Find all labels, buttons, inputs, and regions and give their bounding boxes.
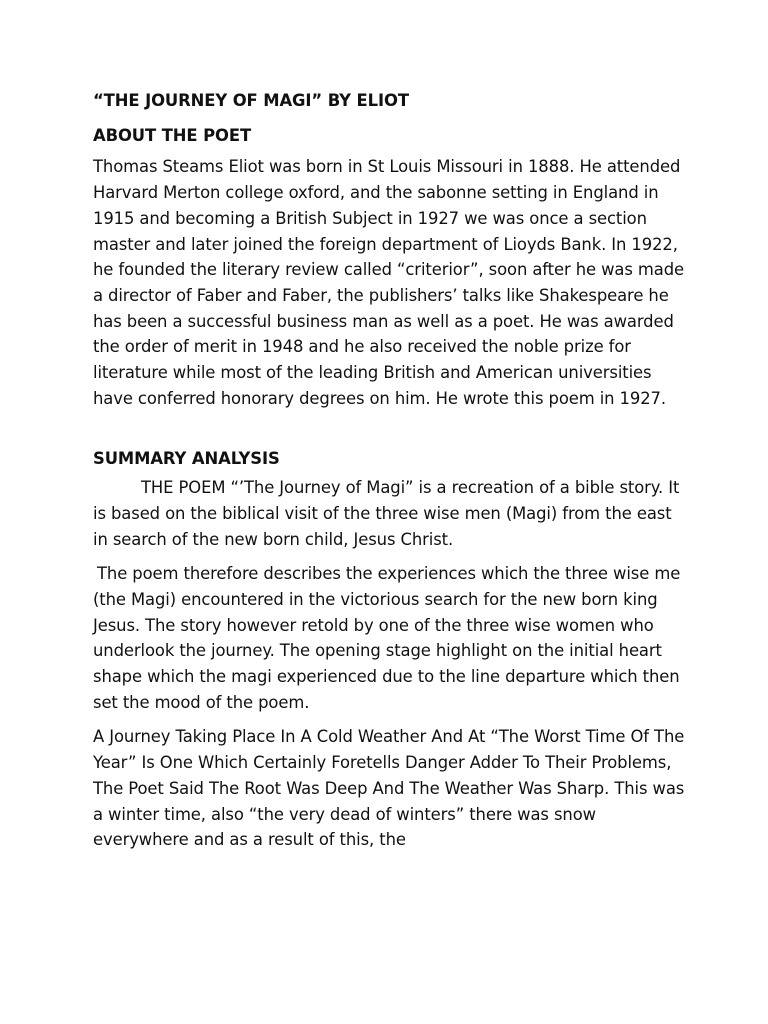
summary-paragraph-3: A Journey Taking Place In A Cold Weather And At “The Worst Time Of The Year” Is One Which Certainly Foretells Danger Adder To Their Problems, The Poet Said The Root Was Deep And The Weather Was Sharp. This was a winter time, also “the very dead of winters” there was snow everywhere and as a result of this, the xyxy=(93,727,685,850)
summary-paragraph-2: The poem therefore describes the experiences which the three wise me (the Magi) encountered in the victorious search for the new born king Jesus. The story however retold by one of the three wise women who underlook the journey. The opening stage highlight on the initial heart shape which the magi experienced due to the line departure which then set the mood of the poem. xyxy=(93,564,681,712)
about-paragraph: Thomas Steams Eliot was born in St Louis Missouri in 1888. He attended Harvard Merton college oxford, and the sabonne setting in England in 1915 and becoming a British Subject in 1927 we was once a section master and later joined the foreign department of Lioyds Bank. In 1922, he founded the literary review called “criterior”, soon after he was made a director of Faber and Faber, the publishers’ talks like Shakespeare he has been a successful business man as well as a poet. He was awarded the order of merit in 1948 and he also received the noble prize for literature while most of the leading British and American universities have conferred honorary degrees on him. He wrote this poem in 1927. xyxy=(93,157,685,408)
document-body xyxy=(93,88,685,853)
summary-paragraph-1: THE POEM “’The Journey of Magi” is a recreation of a bible story. It is based on the biblical visit of the three wise men (Magi) from the east in search of the new born child, Jesus Christ. xyxy=(93,478,680,549)
about-heading: ABOUT THE POET xyxy=(93,125,252,145)
summary-heading: SUMMARY ANALYSIS xyxy=(93,449,280,469)
document-title: “THE JOURNEY OF MAGI” BY ELIOT xyxy=(93,91,409,110)
